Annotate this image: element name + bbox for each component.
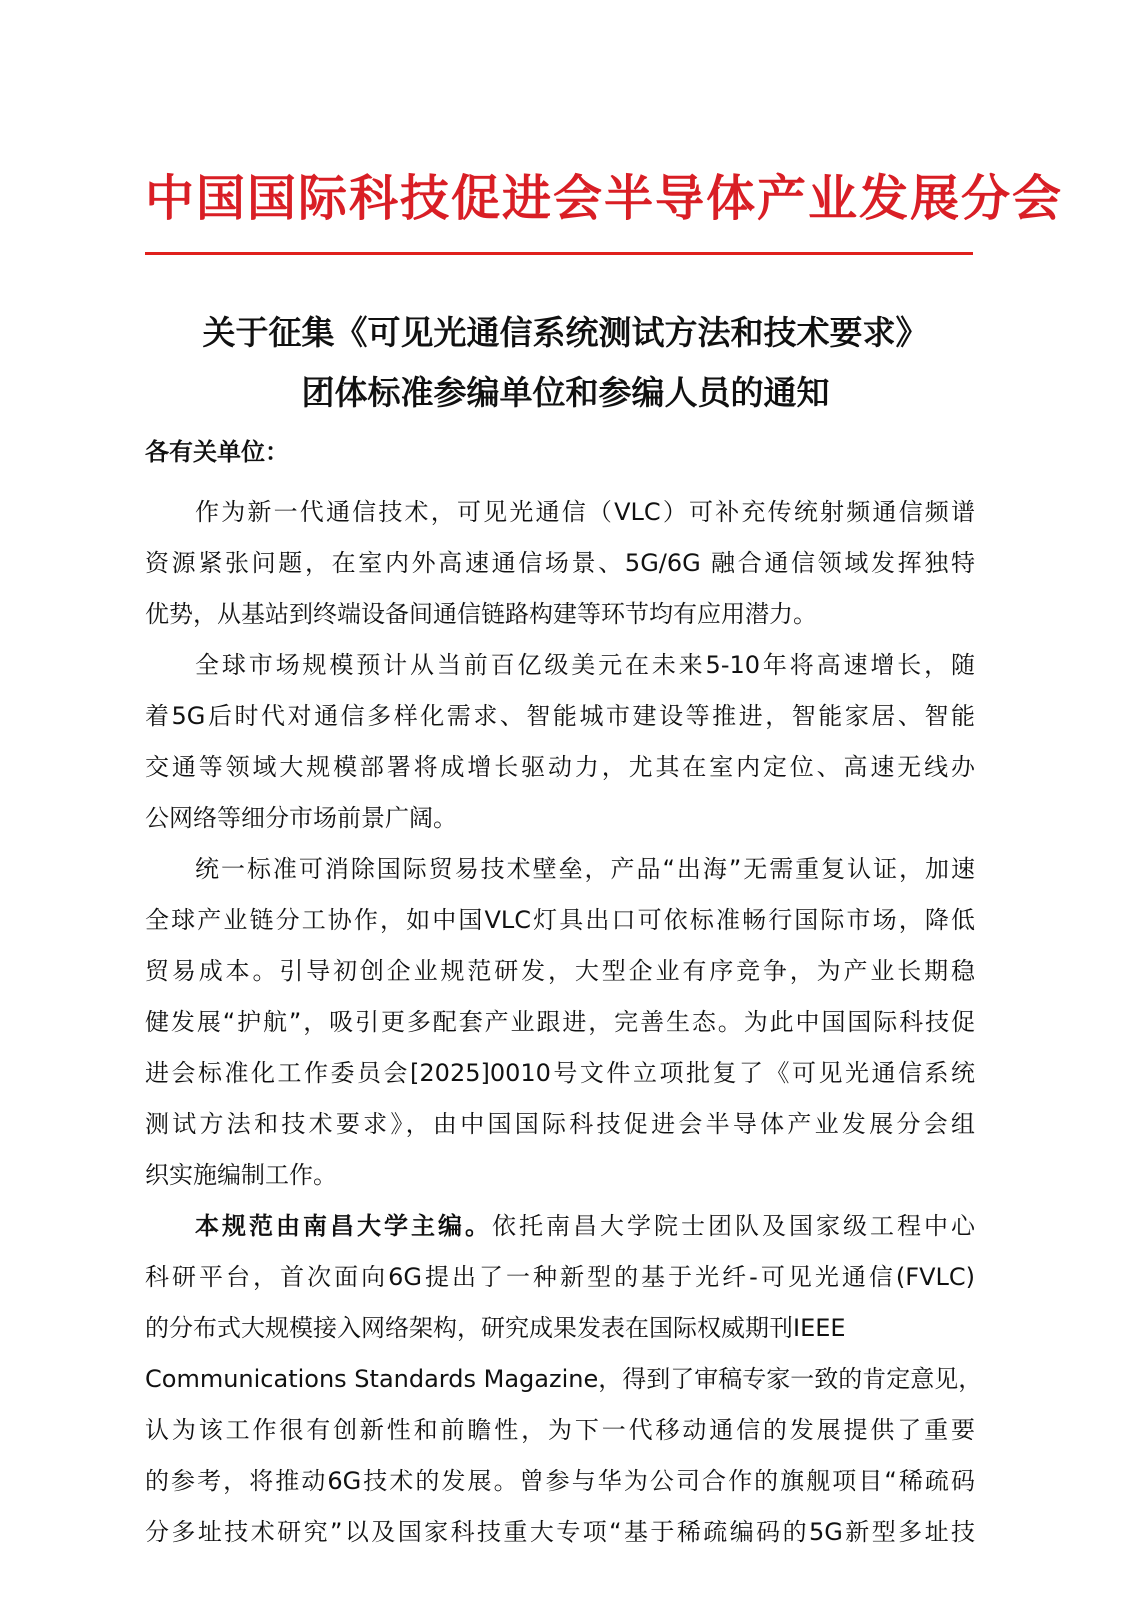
body-line-with-lead [195,1209,975,1243]
body-line: 认为该工作很有创新性和前瞻性，为下一代移动通信的发展提供了重要 [145,1416,975,1444]
body-line: Communications Standards Magazine，得到了审稿专家一致的肯定意见， [145,1365,983,1393]
body-line: 全球产业链分工协作，如中国VLC灯具出口可依标准畅行国际市场，降低 [145,906,975,934]
body-line: 作为新一代通信技术，可见光通信（VLC）可补充传统射频通信频谱 [195,498,975,526]
body-line: 织实施编制工作。 [145,1161,337,1189]
bold-lead-sentence: 本规范由南昌大学主编。 [195,1212,492,1240]
body-line: 测试方法和技术要求》，由中国国际科技促进会半导体产业发展分会组 [145,1110,975,1138]
body-line: 贸易成本。引导初创企业规范研发，大型企业有序竞争，为产业长期稳 [145,957,975,985]
body-line: 全球市场规模预计从当前百亿级美元在未来5-10年将高速增长，随 [195,651,975,679]
notice-title-line-2: 团体标准参编单位和参编人员的通知 [301,373,830,412]
body-line: 分多址技术研究”以及国家科技重大专项“基于稀疏编码的5G新型多址技 [145,1518,975,1546]
organization-header: 中国国际科技促进会半导体产业发展分会 [145,169,1064,227]
body-line: 公网络等细分市场前景广阔。 [145,804,457,832]
body-line: 交通等领域大规模部署将成增长驱动力，尤其在室内定位、高速无线办 [145,753,975,781]
body-line: 的参考，将推动6G技术的发展。曾参与华为公司合作的旗舰项目“稀疏码 [145,1467,975,1495]
body-line: 资源紧张问题，在室内外高速通信场景、5G/6G 融合通信领域发挥独特 [145,549,975,577]
body-line: 的分布式大规模接入网络架构，研究成果发表在国际权威期刊IEEE [145,1314,846,1342]
body-line: 进会标准化工作委员会[2025]0010号文件立项批复了《可见光通信系统 [145,1059,975,1087]
salutation: 各有关单位： [145,438,289,466]
header-red-rule [145,252,973,255]
notice-title-line-1: 关于征集《可见光通信系统测试方法和技术要求》 [202,313,929,352]
body-line-tail: 依托南昌大学院士团队及国家级工程中心 [492,1212,975,1240]
body-line: 着5G后时代对通信多样化需求、智能城市建设等推进，智能家居、智能 [145,702,975,730]
body-line: 优势，从基站到终端设备间通信链路构建等环节均有应用潜力。 [145,600,817,628]
body-line: 健发展“护航”，吸引更多配套产业跟进，完善生态。为此中国国际科技促 [145,1008,975,1036]
body-line: 科研平台，首次面向6G提出了一种新型的基于光纤-可见光通信(FVLC) [145,1263,975,1291]
body-line: 统一标准可消除国际贸易技术壁垒，产品“出海”无需重复认证，加速 [195,855,975,883]
